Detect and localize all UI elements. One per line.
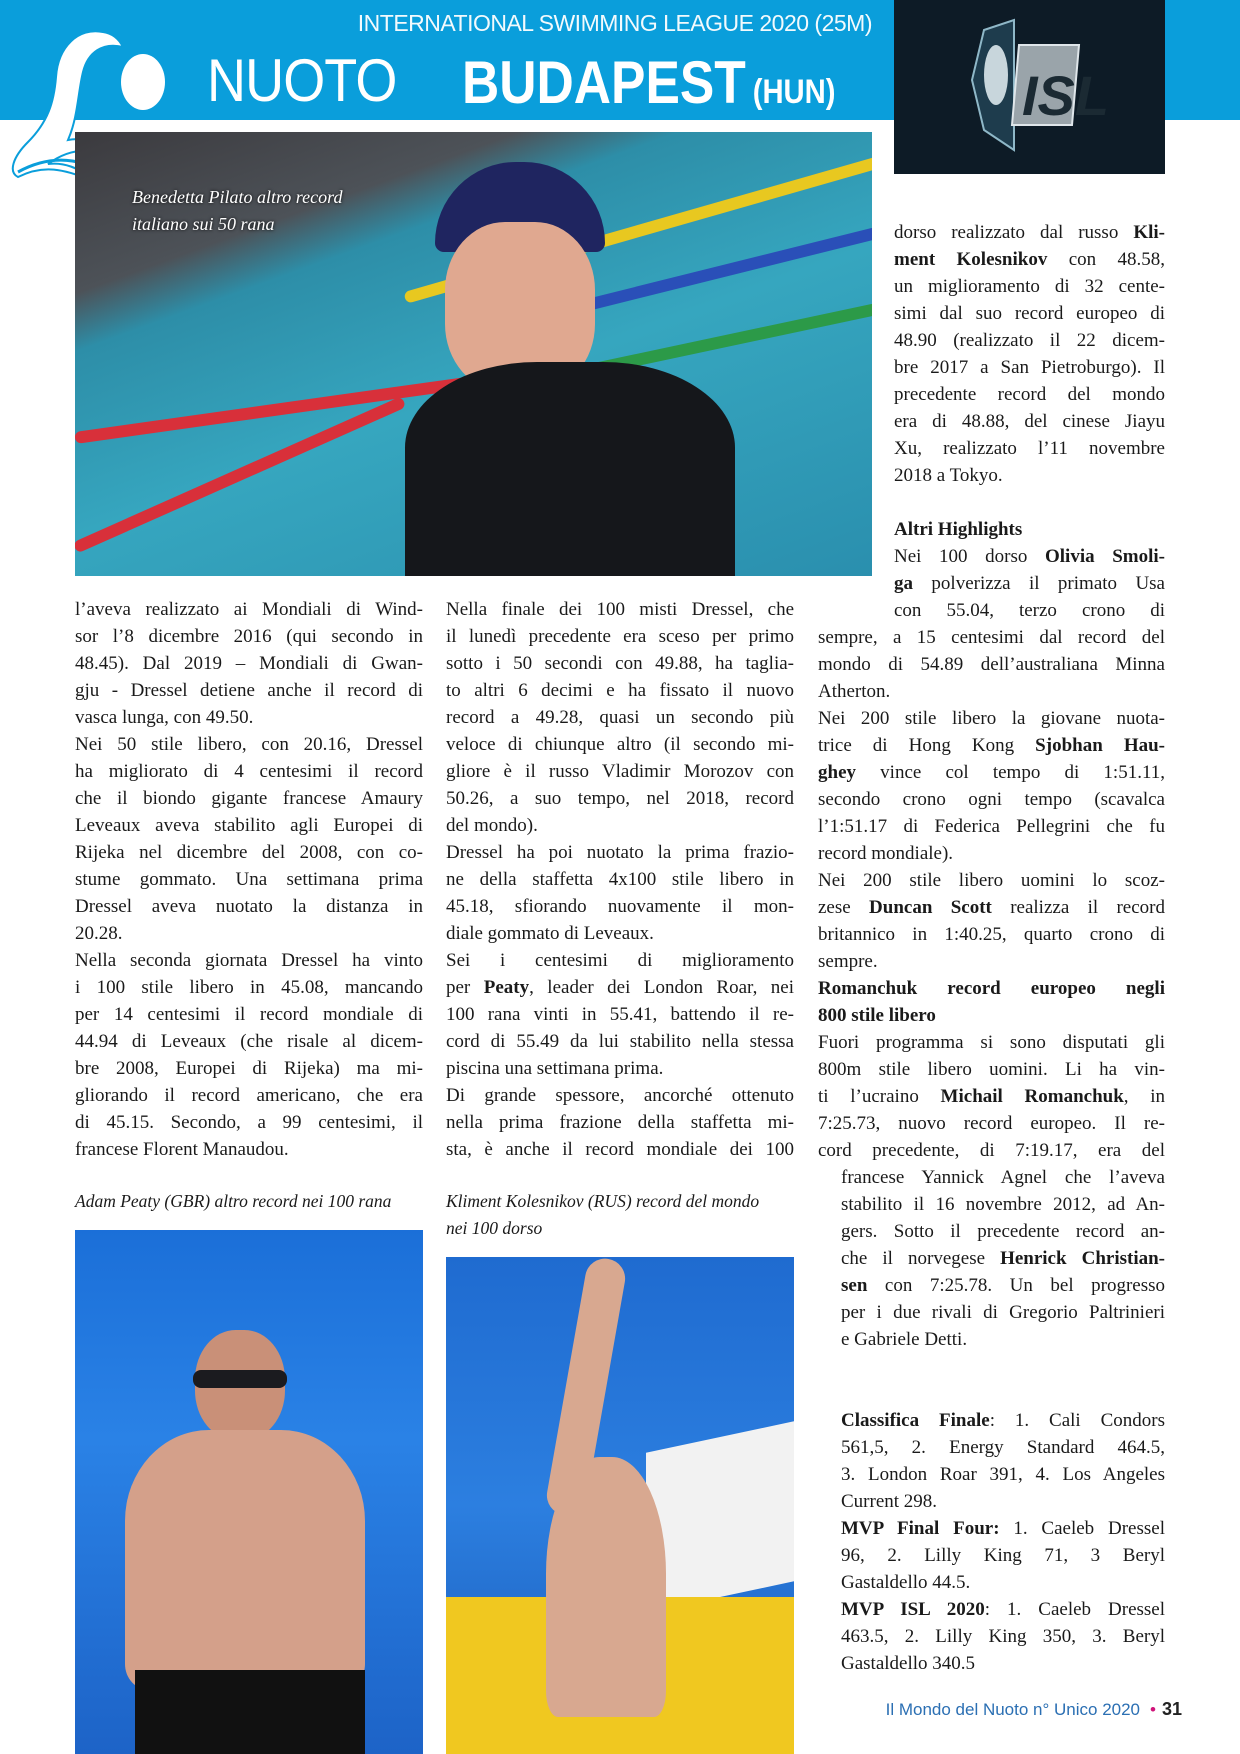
text-line xyxy=(894,516,1165,543)
bold-text: Sjobhan Hau- xyxy=(1035,735,1165,756)
text-run: piscina una settimana prima. xyxy=(446,1058,664,1079)
text-run: mondo di 54.89 dell’australiana Minna xyxy=(818,654,1165,675)
text-run: ne della staffetta 4x100 stile libero in xyxy=(446,869,794,890)
text-line xyxy=(818,975,1165,1002)
text-run: con 55.04, terzo crono di xyxy=(894,600,1165,621)
text-run: 7:25.73, nuovo record europeo. Il re- xyxy=(818,1113,1165,1134)
bold-text: MVP Final Four: xyxy=(841,1518,1000,1539)
text-run: Nei 100 dorso xyxy=(894,546,1045,567)
column-2-text xyxy=(446,596,794,1163)
text-line xyxy=(446,1001,794,1028)
text-run: secondo crono ogni tempo (scavalca xyxy=(818,789,1165,810)
text-line xyxy=(75,623,423,650)
text-line xyxy=(841,1191,1165,1218)
text-line xyxy=(75,785,423,812)
text-line xyxy=(75,1109,423,1136)
text-line xyxy=(446,947,794,974)
text-line xyxy=(75,758,423,785)
text-line xyxy=(841,1488,1165,1515)
text-line xyxy=(446,839,794,866)
text-run: Xu, realizzato l’11 novembre xyxy=(894,438,1165,459)
text-run: Rijeka nel dicembre del 2008, con co- xyxy=(75,842,423,863)
text-line xyxy=(75,1136,423,1163)
text-line xyxy=(818,813,1165,840)
text-run: sta, è anche il record mondiale dei 100 xyxy=(446,1139,794,1160)
bold-text: Altri Highlights xyxy=(894,519,1023,540)
caption-line: Benedetta Pilato altro record xyxy=(132,187,343,207)
text-line xyxy=(75,866,423,893)
bold-text: 800 stile libero xyxy=(818,1005,936,1026)
text-run: : 1. Cali Condors xyxy=(989,1410,1165,1431)
text-line xyxy=(75,677,423,704)
text-run: l’aveva realizzato ai Mondiali di Wind- xyxy=(75,599,423,620)
text-line xyxy=(818,786,1165,813)
text-run: gliore è il russo Vladimir Morozov con xyxy=(446,761,794,782)
photo-benedetta-pilato xyxy=(75,132,872,576)
text-line xyxy=(446,623,794,650)
text-run: polverizza il primato Usa xyxy=(913,573,1165,594)
text-line xyxy=(841,1299,1165,1326)
bold-text: Michail Romanchuk xyxy=(940,1086,1124,1107)
text-line xyxy=(446,731,794,758)
caption-line: nei 100 dorso xyxy=(446,1218,543,1238)
text-run: 561,5, 2. Energy Standard 464.5, xyxy=(841,1437,1165,1458)
text-run: francese Florent Manaudou. xyxy=(75,1139,289,1160)
text-run: che il biondo gigante francese Amaury xyxy=(75,788,423,809)
text-line xyxy=(818,732,1165,759)
text-line xyxy=(841,1272,1165,1299)
text-line xyxy=(818,624,1165,651)
text-run: cord di 55.49 da lui stabilito nella stessa xyxy=(446,1031,794,1052)
bold-text: Classifica Finale xyxy=(841,1410,990,1431)
text-line xyxy=(818,1002,1165,1029)
text-run: per xyxy=(446,977,484,998)
photo-caption-peaty: Adam Peaty (GBR) altro record nei 100 rana xyxy=(75,1191,392,1211)
caption-line: Kliment Kolesnikov (RUS) record del mondo xyxy=(446,1191,760,1211)
text-run: zese xyxy=(818,897,870,918)
text-line xyxy=(818,678,1165,705)
text-line xyxy=(818,1056,1165,1083)
isl-emblem-icon xyxy=(894,0,1165,174)
text-line xyxy=(818,894,1165,921)
text-line xyxy=(841,1407,1165,1434)
bold-text: Henrick Christian- xyxy=(1000,1248,1165,1269)
text-line xyxy=(841,1164,1165,1191)
final-standings xyxy=(841,1407,1165,1677)
text-line xyxy=(446,1028,794,1055)
text-line xyxy=(841,1650,1165,1677)
isl-logo xyxy=(894,0,1165,174)
photo-caption-kolesnikov xyxy=(446,1188,806,1242)
text-run: 20.28. xyxy=(75,923,123,944)
text-run: del mondo). xyxy=(446,815,538,836)
text-run: era di 48.88, del cinese Jiayu xyxy=(894,411,1165,432)
text-line xyxy=(841,1569,1165,1596)
text-line xyxy=(446,812,794,839)
text-line xyxy=(75,596,423,623)
text-line xyxy=(75,812,423,839)
text-run: vasca lunga, con 49.50. xyxy=(75,707,254,728)
text-line xyxy=(818,1110,1165,1137)
text-line xyxy=(894,381,1165,408)
bold-text: MVP ISL 2020 xyxy=(841,1599,985,1620)
text-run: Leveaux aveva stabilito agli Europei di xyxy=(75,815,423,836)
text-run: precedente record del mondo xyxy=(894,384,1165,405)
bold-text: Peaty xyxy=(483,977,530,998)
text-run: stume gommato. Una settimana prima xyxy=(75,869,423,890)
text-line xyxy=(841,1596,1165,1623)
text-run: 3. London Roar 391, 4. Los Angeles xyxy=(841,1464,1165,1485)
text-line xyxy=(841,1434,1165,1461)
text-line xyxy=(818,705,1165,732)
text-run: l’1:51.17 di Federica Pellegrini che fu xyxy=(818,816,1165,837)
text-run: Fuori programma si sono disputati gli xyxy=(818,1032,1165,1053)
text-run: 44.94 di Leveaux (che risale al dicem- xyxy=(75,1031,423,1052)
text-run: diale gommato di Leveaux. xyxy=(446,923,654,944)
text-line xyxy=(75,650,423,677)
text-run: Di grande spessore, ancorché ottenuto xyxy=(446,1085,794,1106)
text-run: record mondiale). xyxy=(818,843,954,864)
text-line xyxy=(894,300,1165,327)
text-run: Nei 200 stile libero la giovane nuota- xyxy=(818,708,1165,729)
text-run: Dressel ha poi nuotato la prima frazio- xyxy=(446,842,794,863)
text-line xyxy=(818,1083,1165,1110)
text-run: per i due rivali di Gregorio Paltrinieri xyxy=(841,1302,1165,1323)
text-run: sempre. xyxy=(818,951,878,972)
text-line xyxy=(894,597,1165,624)
bold-text: Romanchuk record europeo negli xyxy=(818,978,1165,999)
text-line xyxy=(894,219,1165,246)
isl-logo-text: ISL xyxy=(1022,64,1110,127)
text-line xyxy=(75,947,423,974)
text-line xyxy=(818,1137,1165,1164)
text-run: : 1. Caeleb Dressel xyxy=(984,1599,1165,1620)
text-run: , leader dei London Roar, nei xyxy=(529,977,794,998)
text-run: record a 49.28, quasi un secondo più xyxy=(446,707,794,728)
column-1-text xyxy=(75,596,423,1163)
column-3-text-mid xyxy=(818,624,1165,1164)
text-run: ha migliorato di 4 centesimi il record xyxy=(75,761,423,782)
bold-text: ghey xyxy=(818,762,856,783)
text-line xyxy=(841,1461,1165,1488)
text-line xyxy=(446,893,794,920)
text-run: Sei i centesimi di miglioramento xyxy=(446,950,794,971)
text-run: gliorando il record americano, che era xyxy=(75,1085,423,1106)
text-line xyxy=(446,1109,794,1136)
text-run: dorso realizzato dal russo xyxy=(894,222,1134,243)
event-title xyxy=(462,48,836,117)
text-line xyxy=(894,462,1165,489)
header-band-right xyxy=(1165,0,1240,120)
text-line xyxy=(818,921,1165,948)
text-line xyxy=(75,1028,423,1055)
bold-text: Duncan Scott xyxy=(869,897,992,918)
country-code: (HUN) xyxy=(752,73,836,111)
text-run: sor l’8 dicembre 2016 (qui secondo in xyxy=(75,626,423,647)
text-line xyxy=(894,246,1165,273)
text-line xyxy=(446,704,794,731)
text-run: sempre, a 15 centesimi dal record del xyxy=(818,627,1165,648)
text-run: Gastaldello 340.5 xyxy=(841,1653,976,1674)
text-run: bre 2017 a San Pietroburgo). Il xyxy=(894,357,1165,378)
text-run: to altri 6 decimi e ha fissato il nuovo xyxy=(446,680,794,701)
text-run: sotto i 50 secondi con 49.88, ha taglia- xyxy=(446,653,794,674)
text-line xyxy=(75,974,423,1001)
text-run: vince col tempo di 1:51.11, xyxy=(856,762,1165,783)
text-line xyxy=(75,893,423,920)
text-line xyxy=(818,1029,1165,1056)
text-line xyxy=(75,839,423,866)
text-line xyxy=(446,758,794,785)
city-name: BUDAPEST xyxy=(462,49,746,116)
bold-text: sen xyxy=(841,1275,868,1296)
text-line xyxy=(894,354,1165,381)
page-footer xyxy=(886,1699,1182,1720)
text-line xyxy=(446,596,794,623)
bold-text: Kli- xyxy=(1133,222,1165,243)
section-title: NUOTO xyxy=(207,47,397,114)
text-run: 45.18, sfiorando nuovamente il mon- xyxy=(446,896,794,917)
page-number: 31 xyxy=(1161,1699,1182,1719)
text-line xyxy=(446,1136,794,1163)
column-3-highlights xyxy=(894,516,1165,624)
text-line xyxy=(446,974,794,1001)
text-line xyxy=(894,273,1165,300)
text-run: veloce di chiunque altro (il secondo mi- xyxy=(446,734,794,755)
caption-line: italiano sui 50 rana xyxy=(132,214,275,234)
text-run: realizza il record xyxy=(991,897,1165,918)
text-run: Nei 50 stile libero, con 20.16, Dressel xyxy=(75,734,423,755)
text-line xyxy=(894,408,1165,435)
column-3-text-top xyxy=(894,219,1165,489)
text-line xyxy=(841,1218,1165,1245)
bold-text: Olivia Smoli- xyxy=(1044,546,1165,567)
text-run: di 45.15. Secondo, a 99 centesimi, il xyxy=(75,1112,423,1133)
text-run: nella prima frazione della staffetta mi- xyxy=(446,1112,794,1133)
text-line xyxy=(446,866,794,893)
text-run: Nella seconda giornata Dressel ha vinto xyxy=(75,950,423,971)
text-line xyxy=(894,435,1165,462)
magazine-name: Il Mondo del Nuoto n° Unico 2020 xyxy=(885,1700,1141,1719)
text-line xyxy=(818,840,1165,867)
text-run: Nella finale dei 100 misti Dressel, che xyxy=(446,599,794,620)
text-line xyxy=(75,920,423,947)
text-run: 463.5, 2. Lilly King 350, 3. Beryl xyxy=(841,1626,1165,1647)
text-line xyxy=(446,650,794,677)
text-run: un miglioramento di 32 cente- xyxy=(894,276,1165,297)
text-line xyxy=(841,1515,1165,1542)
text-line xyxy=(446,920,794,947)
text-run: Nei 200 stile libero uomini lo scoz- xyxy=(818,870,1165,891)
bold-text: ga xyxy=(894,573,913,594)
text-run: con 48.58, xyxy=(1047,249,1166,270)
text-run: gers. Sotto il precedente record an- xyxy=(841,1221,1165,1242)
text-line xyxy=(75,704,423,731)
text-run: 2018 a Tokyo. xyxy=(894,465,1003,486)
footer-separator: • xyxy=(1150,1700,1156,1719)
text-run: Atherton. xyxy=(818,681,891,702)
text-run: ti l’ucraino xyxy=(818,1086,941,1107)
photo-caption-pilato xyxy=(132,184,342,238)
text-run: , in xyxy=(1123,1086,1165,1107)
photo-adam-peaty xyxy=(75,1230,423,1754)
text-run: gju - Dressel detiene anche il record di xyxy=(75,680,423,701)
text-run: Dressel aveva nuotato la distanza in xyxy=(75,896,423,917)
text-run: 96, 2. Lilly King 71, 3 Beryl xyxy=(841,1545,1165,1566)
text-line xyxy=(818,867,1165,894)
text-line xyxy=(818,948,1165,975)
text-run: britannico in 1:40.25, quarto crono di xyxy=(818,924,1165,945)
text-line xyxy=(818,651,1165,678)
text-line xyxy=(75,731,423,758)
text-line xyxy=(75,1001,423,1028)
text-line xyxy=(894,327,1165,354)
text-line xyxy=(446,1055,794,1082)
text-line xyxy=(894,570,1165,597)
text-line xyxy=(75,1082,423,1109)
text-run: simi dal suo record europeo di xyxy=(894,303,1165,324)
text-run: il lunedì precedente era sceso per primo xyxy=(446,626,794,647)
text-run: con 7:25.78. Un bel progresso xyxy=(867,1275,1165,1296)
text-run: Current 298. xyxy=(841,1491,938,1512)
text-run: trice di Hong Kong xyxy=(818,735,1036,756)
text-line xyxy=(841,1623,1165,1650)
text-run: per 14 centesimi il record mondiale di xyxy=(75,1004,423,1025)
text-run: Gastaldello 44.5. xyxy=(841,1572,971,1593)
text-run: 1. Caeleb Dressel xyxy=(999,1518,1165,1539)
text-run: francese Yannick Agnel che l’aveva xyxy=(841,1167,1165,1188)
bold-text: ment Kolesnikov xyxy=(894,249,1048,270)
text-run: 100 rana vinti in 55.41, battendo il re- xyxy=(446,1004,794,1025)
text-line xyxy=(841,1245,1165,1272)
text-run: 50.26, a suo tempo, nel 2018, record xyxy=(446,788,794,809)
text-run: cord precedente, di 7:19.17, era del xyxy=(818,1140,1165,1161)
text-line xyxy=(841,1542,1165,1569)
text-line xyxy=(446,1082,794,1109)
text-run: stabilito il 16 novembre 2012, ad An- xyxy=(841,1194,1165,1215)
text-run: i 100 stile libero in 45.08, mancando xyxy=(75,977,423,998)
league-subtitle: INTERNATIONAL SWIMMING LEAGUE 2020 (25M) xyxy=(357,10,872,36)
photo-kliment-kolesnikov xyxy=(446,1257,794,1754)
text-run: bre 2008, Europei di Rijeka) ma mi- xyxy=(75,1058,423,1079)
text-line xyxy=(818,759,1165,786)
text-line xyxy=(446,677,794,704)
text-run: e Gabriele Detti. xyxy=(841,1329,968,1350)
text-run: 800m stile libero uomini. Li ha vin- xyxy=(818,1059,1165,1080)
text-run: che il norvegese xyxy=(841,1248,1001,1269)
text-run: 48.45). Dal 2019 – Mondiali di Gwan- xyxy=(75,653,423,674)
text-line xyxy=(894,543,1165,570)
column-3-text-lower xyxy=(841,1164,1165,1353)
text-line xyxy=(75,1055,423,1082)
text-line xyxy=(841,1326,1165,1353)
text-run: 48.90 (realizzato il 22 dicem- xyxy=(894,330,1165,351)
text-line xyxy=(446,785,794,812)
